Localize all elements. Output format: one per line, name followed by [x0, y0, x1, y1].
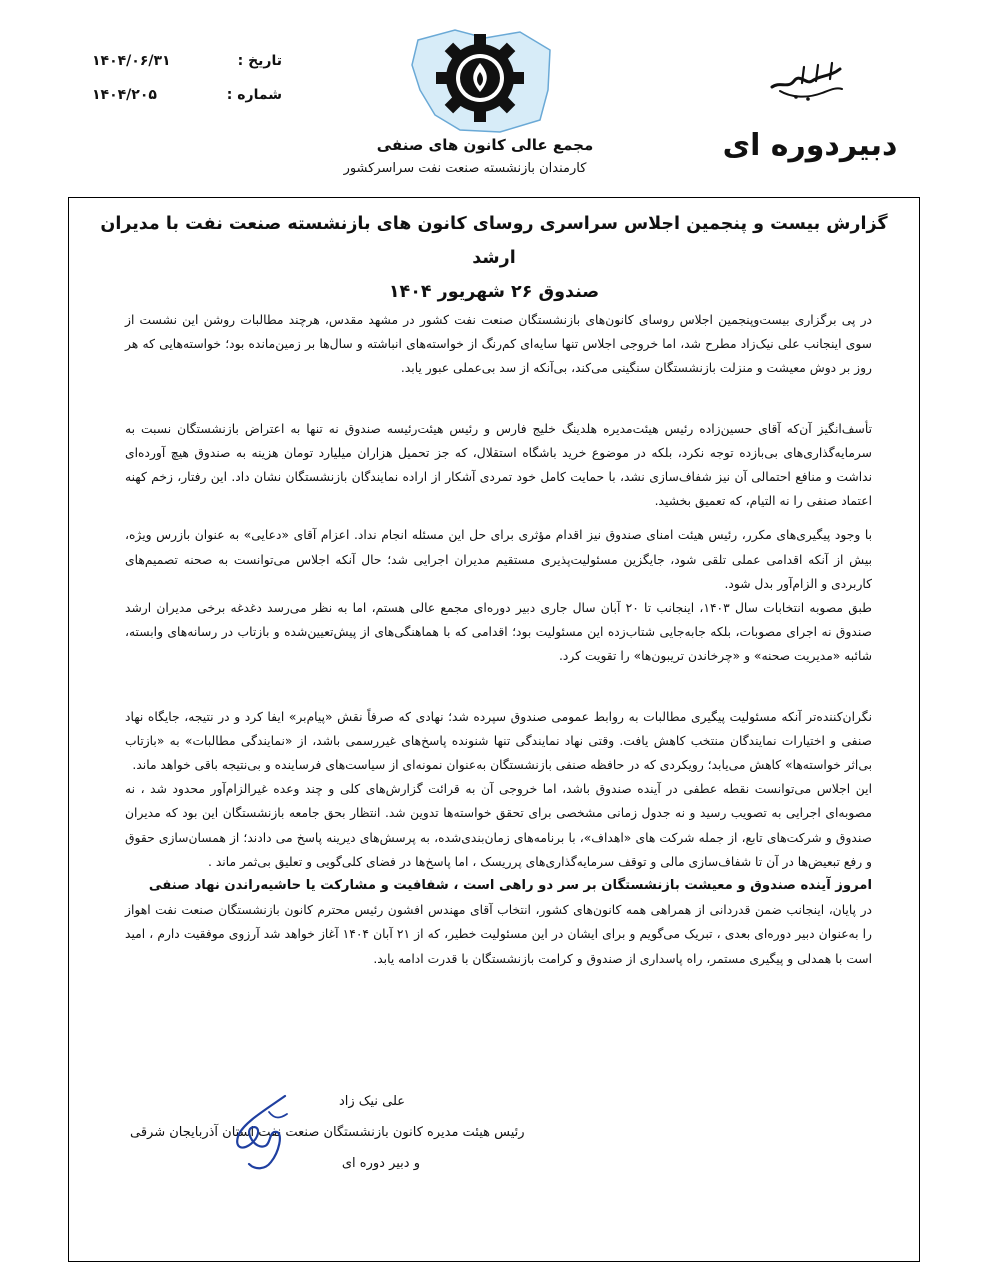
signer-role-text: رئیس هیئت مدیره کانون بازنشستگان صنعت نفت استان آذربایجان شرقی	[130, 1125, 525, 1140]
report-body	[125, 308, 872, 971]
paragraph-6: این اجلاس می‌توانست نقطه عطفی در آینده صندوق باشد، اما خروجی آن به قرائت گزارش‌های کلی و چند وعده غیرالزام‌آور محدود شد ، نه مصوبه‌ای اجرایی به تصویب رسید و نه جدول زمانی مشخصی برای تحقق خواسته‌ها تدوین شد. انتظار بحق جامعه بازنشستگان این بود که مدیران صندوق و شرکت‌های تابع، از جمله شرکت های «اهداف»، با برنامه‌های زمان‌بندی‌شده، به پرسش‌های دیرینه پاسخ می دادند؛ از همسان‌سازی حقوق و رفع تبعیض‌ها در آن تا شفاف‌سازی مالی و توقف سرمایه‌گذاری‌های پرریسک ، اما پاسخ‌ها در فضای کلی‌گویی و تعلیق بی‌ثمر ماند .	[125, 782, 872, 869]
organization-subtitle: کارمندان بازنشسته صنعت نفت سراسرکشور	[343, 161, 587, 176]
report-title	[80, 207, 908, 309]
organization-name: مجمع عالی کانون های صنفی	[376, 136, 594, 154]
paragraph-1: در پی برگزاری بیست‌وپنجمین اجلاس روسای کانون‌های بازنشستگان صنعت نفت کشور در مشهد مقدس، هرچند مطالبات روشن این نشست از سوی اینجانب علی نیک‌زاد مطرح شد، اما خروجی اجلاس تنها سایه‌ای کم‌رنگ از خواسته‌های انباشته و سال‌ها بر زمین‌مانده بود؛ خواسته‌هایی که هر روز بر دوش معیشت و منزلت بازنشستگان سنگینی می‌کند، بی‌آنکه از سد بی‌عملی عبور یابد.	[125, 313, 872, 376]
paragraph-5: نگران‌کننده‌تر آنکه مسئولیت پیگیری مطالبات به روابط عمومی صندوق سپرده شد؛ نهادی که صرفاً نقش «پیام‌بر» ایفا کرد و در نتیجه، جایگاه نهاد صنفی و اختیارات نمایندگان منتخب کاهش یافت. وقتی نهاد نمایندگی تنها شنونده پاسخ‌های غیررسمی باشد، از «نمایندگی مطالبات» به «بازتاب بی‌اثر خواسته‌ها» کاهش می‌یابد؛ رویکردی که در حافظه صنفی بازنشستگان به‌عنوان نمونه‌ای از سیاست‌های فرساینده و بی‌نتیجه باقی خواهد ماند.	[125, 709, 872, 773]
number-value: ۱۴۰۴/۲۰۵	[92, 87, 157, 103]
letterhead	[0, 0, 989, 195]
signer-name: علی نیک زاد	[338, 1094, 405, 1109]
office-title: دبیردوره ای	[722, 128, 898, 163]
paragraph-8: در پایان، اینجانب ضمن قدردانی از همراهی همه کانون‌های کشور، انتخاب آقای مهندس افشون رئیس محترم کانون بازنشستگان صنعت نفت اهواز را به‌عنوان دبیر دوره‌ای بعدی ، تبریک می‌گویم و برای ایشان در این مسئولیت خطیر، که از ۲۱ آبان ۱۴۰۴ آغاز خواهد شد آرزوی موفقیت دارم ، امید است با همدلی و پیگیری مستمر، راه پاسداری از صندوق و کرامت بازنشستگان با قدرت ادامه یابد.	[125, 903, 872, 966]
signer-secretary: و دبیر دوره ای	[341, 1156, 420, 1171]
letter-meta	[92, 44, 282, 112]
report-title-line1: گزارش بیست و پنجمین اجلاس سراسری روسای کانون های بازنشسته صنعت نفت با مدیران ارشد	[100, 214, 888, 268]
highlight-line: امروز آینده صندوق و معیشت بازنشستگان بر سر دو راهی است ، شفافیت و مشارکت یا حاشیه‌راندن نهاد صنفی	[148, 878, 872, 894]
report-title-line2: صندوق ۲۶ شهریور ۱۴۰۴	[388, 282, 600, 302]
paragraph-4: طبق مصوبه انتخابات سال ۱۴۰۳، اینجانب تا ۲۰ آبان سال جاری دبیر دوره‌ای مجمع عالی هستم، اما به نظر می‌رسد دغدغه برخی مدیران ارشد صندوق نه اجرای مصوبات، بلکه جابه‌جایی شتاب‌زده این مسئولیت بود؛ اقدامی که با هماهنگی‌های از پیش‌تعیین‌شده و بازتاب در رسانه‌های وابسته، شائبه «مدیریت صحنه» و «چرخاندن تریبون‌ها» را تقویت کرد.	[125, 601, 872, 664]
handwritten-signature-icon	[225, 1090, 300, 1175]
date-value: ۱۴۰۴/۰۶/۳۱	[92, 53, 171, 69]
number-row	[92, 78, 282, 112]
paragraph-3: با وجود پیگیری‌های مکرر، رئیس هیئت امنای صندوق نیز اقدام مؤثری برای حل این مسئله انجام نداد. اعزام آقای «دعایی» به عنوان بازرس ویژه، بیش از آنکه اقدامی عملی تلقی شود، جایگزین مسئولیت‌پذیری مستقیم مدیران اجرایی شد؛ حال آنکه اجلاس می‌توانست به صحنه تصمیم‌های کاربردی و الزام‌آور بدل شود.	[125, 528, 872, 591]
organization-logo	[400, 20, 560, 140]
date-row	[92, 44, 282, 78]
bismillah-calligraphy-icon	[760, 55, 850, 105]
date-label: تاریخ :	[237, 53, 282, 69]
number-label: شماره :	[226, 87, 282, 103]
paragraph-2: تأسف‌انگیز آن‌که آقای حسین‌زاده رئیس هیئت‌مدیره هلدینگ خلیج فارس و رئیس هیئت‌رئیسه صندوق نه تنها به اعتراض بازنشستگان نسبت به سرمایه‌گذاری‌های بی‌بازده توجه نکرد، بلکه در موضوع خرید باشگاه استقلال، که جز تحمیل هزاران میلیارد تومان هزینه به صندوق هیچ آورده‌ای نداشت و منافع احتمالی آن نیز شفاف‌سازی نشد، با حمایت کامل خود تمردی آشکار از اراده نمایندگان بازنشستگان نشان داد. این رفتار، زخم کهنه اعتماد صنفی را نه التیام، که تعمیق بخشید.	[125, 421, 872, 509]
